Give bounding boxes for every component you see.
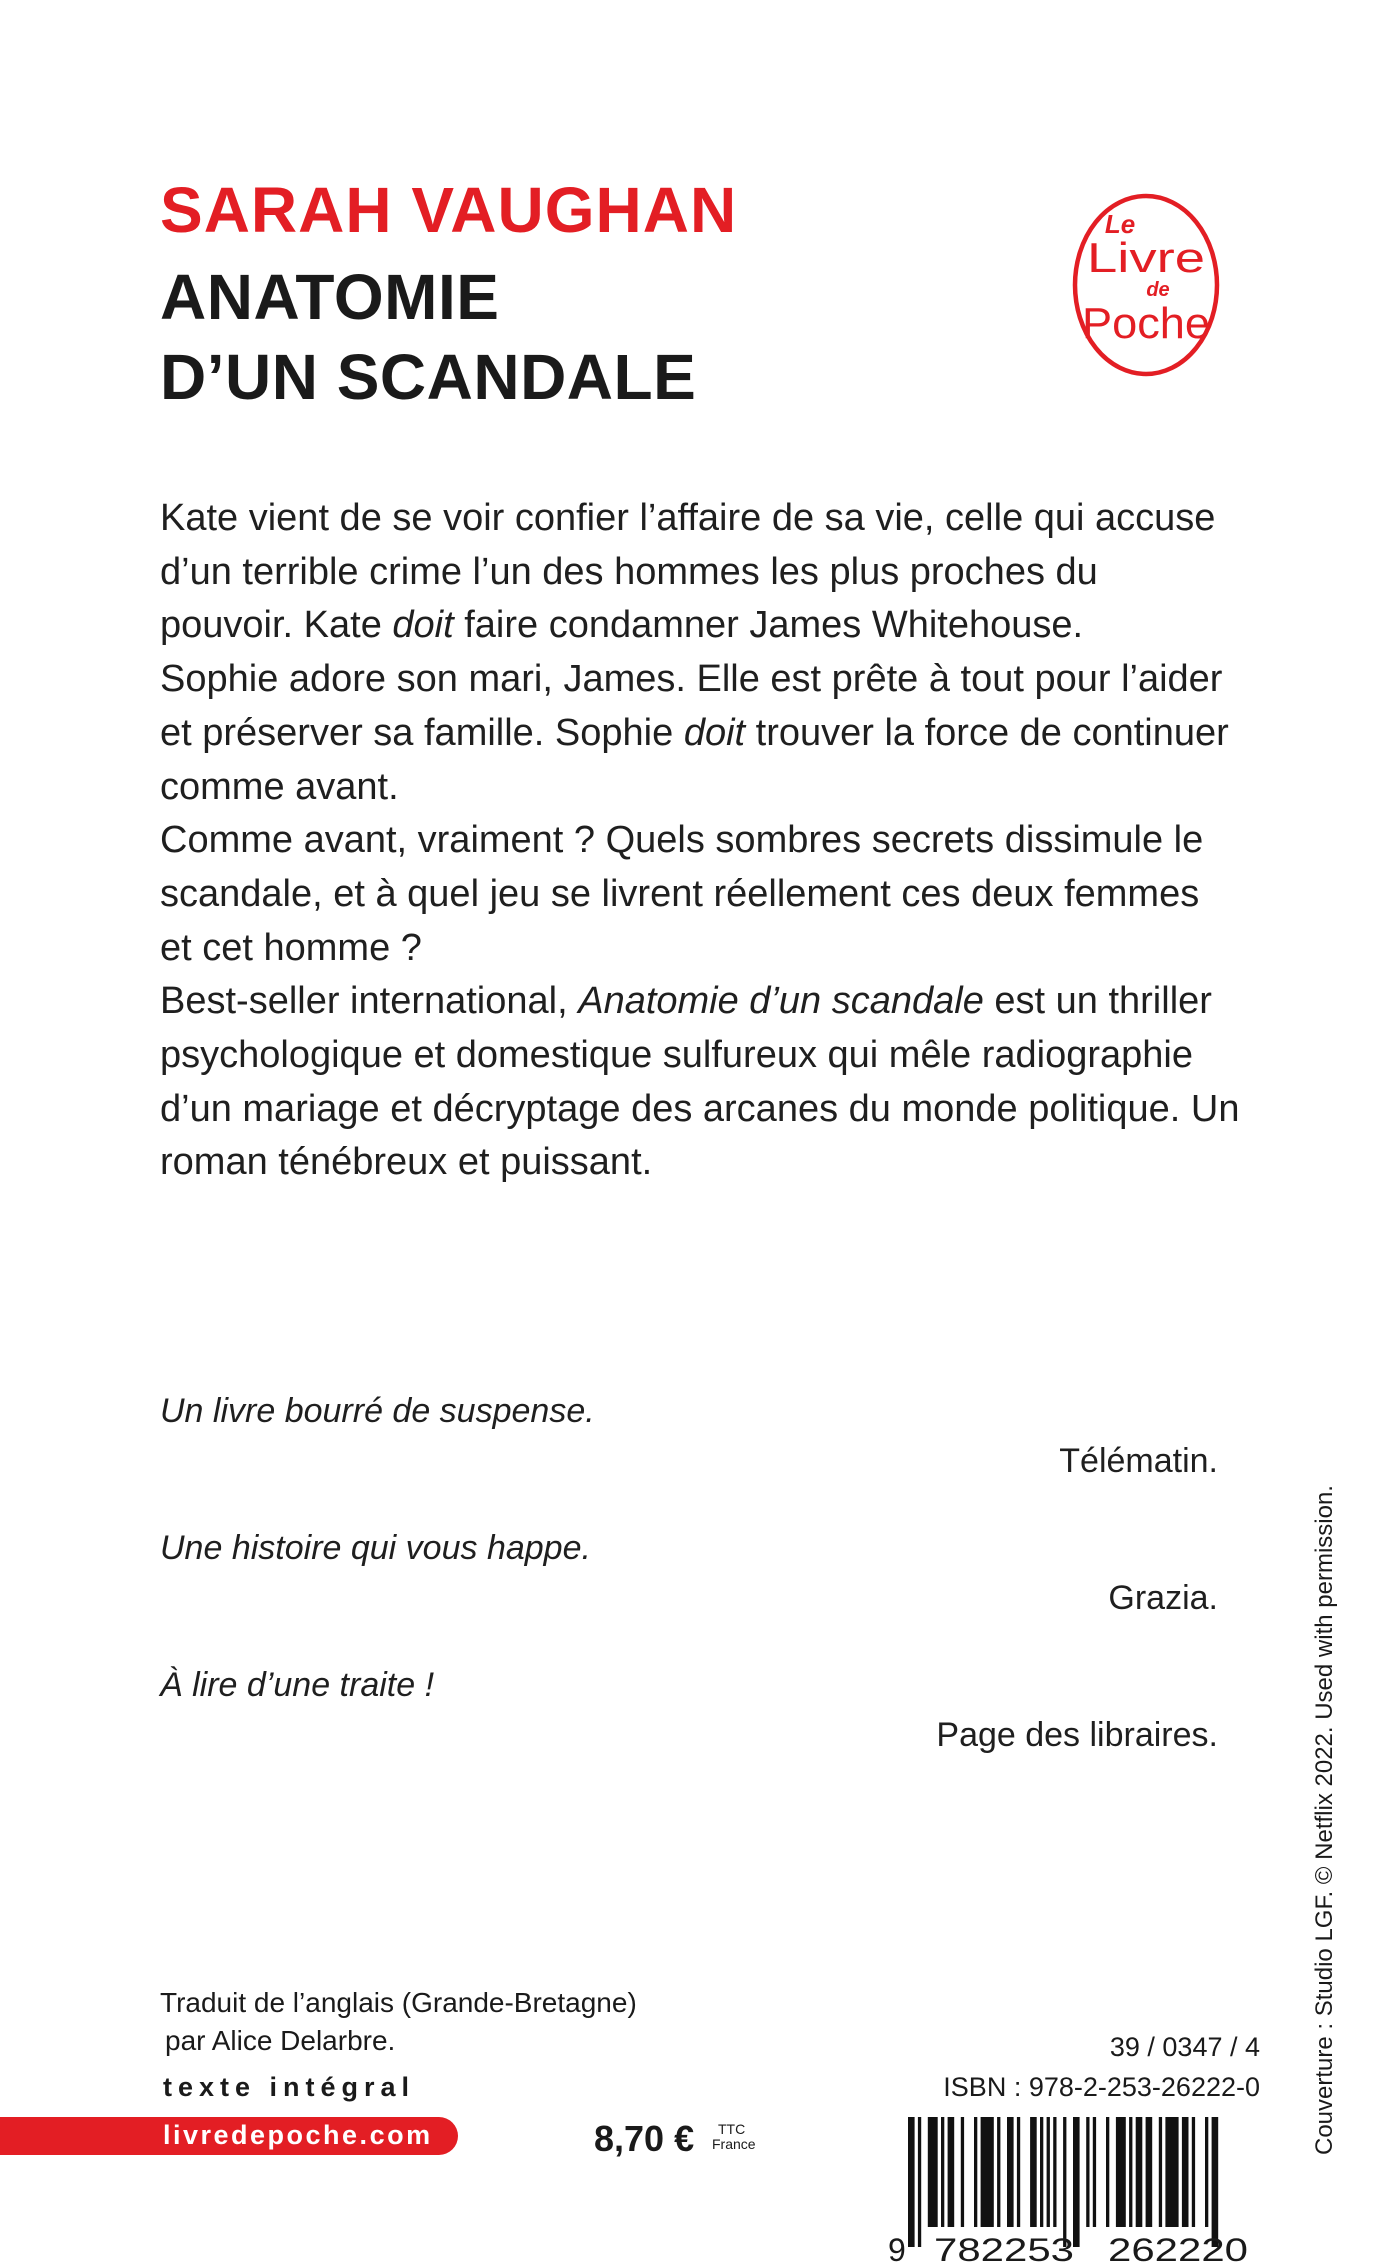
- barcode-bar: [941, 2117, 944, 2227]
- isbn-barcode: [888, 2117, 1266, 2265]
- barcode-digits-right: 262220: [1108, 2232, 1248, 2265]
- barcode-bar: [1116, 2117, 1126, 2227]
- barcode-bar: [1165, 2117, 1178, 2227]
- barcode-bar: [961, 2117, 964, 2227]
- press-quotes: [160, 1392, 1218, 1803]
- price-tax-note: [712, 2122, 756, 2152]
- barcode-bar: [1129, 2117, 1132, 2227]
- price: 8,70 €: [594, 2118, 695, 2159]
- blurb-paragraph-2: Sophie adore son mari, James. Elle est prête à tout pour l’aider et préserver sa famille. Sophie doit trouver la force de continuer comme avant.: [160, 658, 1229, 808]
- barcode-bar: [1106, 2117, 1109, 2227]
- barcode-bar: [1182, 2117, 1189, 2227]
- barcode-bar: [1007, 2117, 1014, 2227]
- logo-word-poche: Poche: [1082, 299, 1210, 348]
- barcode-bar: [948, 2117, 955, 2227]
- quote-text: À lire d’une traite !: [160, 1666, 435, 1704]
- barcode-bar: [974, 2117, 977, 2227]
- cover-credit: [1310, 1485, 1340, 2155]
- barcode-bar: [1047, 2117, 1050, 2227]
- barcode-bar: [981, 2117, 994, 2227]
- author-name: SARAH VAUGHAN: [160, 174, 738, 246]
- press-quote: [160, 1392, 1218, 1529]
- barcode-bar: [928, 2117, 938, 2227]
- book-title: [160, 257, 696, 417]
- website-link-text: livredepoche.com: [163, 2120, 433, 2150]
- catalog-code: 39 / 0347 / 4: [1109, 2032, 1260, 2062]
- quote-source: Grazia.: [1108, 1579, 1218, 1617]
- barcode-bar: [1053, 2117, 1056, 2227]
- cover-credit-text: Couverture : Studio LGF. © Netflix 2022. Used with permission.: [1311, 1485, 1338, 2155]
- blurb-paragraph-3: Comme avant, vraiment ? Quels sombres secrets dissimule le scandale, et à quel jeu se livrent réellement ces deux femmes et cet homme ?: [160, 819, 1204, 969]
- publisher-logo: [1070, 190, 1222, 380]
- translation-line-1: Traduit de l’anglais (Grande-Bretagne): [160, 1987, 637, 2018]
- barcode-bar: [1159, 2117, 1162, 2227]
- press-quote: [160, 1666, 1218, 1803]
- barcode-digit-first: 9: [888, 2232, 906, 2265]
- back-cover-blurb: [160, 492, 1240, 1190]
- barcode-bar: [1063, 2117, 1066, 2247]
- translation-line-2: par Alice Delarbre.: [165, 2025, 396, 2056]
- blurb-paragraph-1: Kate vient de se voir confier l’affaire de sa vie, celle qui accuse d’un terrible crime l’un des hommes les plus proches du pouvoir. Kate doit faire condamner James Whitehouse.: [160, 497, 1216, 647]
- quote-source: Télématin.: [1059, 1442, 1218, 1480]
- barcode-bar: [1146, 2117, 1153, 2227]
- barcode-bars: [908, 2117, 1218, 2247]
- book-title-line-2: D’UN SCANDALE: [160, 341, 697, 413]
- logo-word-livre: Livre: [1087, 234, 1205, 281]
- logo-word-de: de: [1146, 279, 1170, 301]
- barcode-bar: [1093, 2117, 1096, 2227]
- barcode-bar: [1086, 2117, 1089, 2227]
- logo-word-le: Le: [1104, 209, 1136, 239]
- barcode-bar: [1192, 2117, 1195, 2227]
- blurb-paragraph-4: Best-seller international, Anatomie d’un scandale est un thriller psychologique et domestique sulfureux qui mêle radiographie d’un mariage et décryptage des arcanes du monde politique. Un roman ténébreux et puissant.: [160, 980, 1240, 1184]
- barcode-bar: [918, 2117, 921, 2247]
- barcode-bar: [1205, 2117, 1208, 2227]
- isbn: ISBN : 978-2-253-26222-0: [943, 2072, 1260, 2102]
- quote-source: Page des libraires.: [936, 1716, 1218, 1754]
- translation-note: [160, 1984, 637, 2060]
- website-link[interactable]: [0, 2117, 458, 2155]
- quote-text: Un livre bourré de suspense.: [160, 1392, 595, 1430]
- barcode-bar: [1212, 2117, 1219, 2247]
- edition-note: texte intégral: [163, 2072, 416, 2102]
- barcode-bar: [997, 2117, 1000, 2227]
- barcode-bar: [1040, 2117, 1043, 2227]
- tax-line-2: France: [712, 2136, 756, 2152]
- tax-line-1: TTC: [718, 2121, 746, 2137]
- barcode-digits-left: 782253: [934, 2232, 1074, 2265]
- barcode-bar: [1073, 2117, 1080, 2247]
- barcode-bar: [1030, 2117, 1037, 2227]
- barcode-bar: [1017, 2117, 1020, 2227]
- quote-text: Une histoire qui vous happe.: [160, 1529, 591, 1567]
- press-quote: [160, 1529, 1218, 1666]
- book-title-line-1: ANATOMIE: [160, 261, 500, 333]
- barcode-bar: [1136, 2117, 1143, 2227]
- barcode-bar: [908, 2117, 915, 2247]
